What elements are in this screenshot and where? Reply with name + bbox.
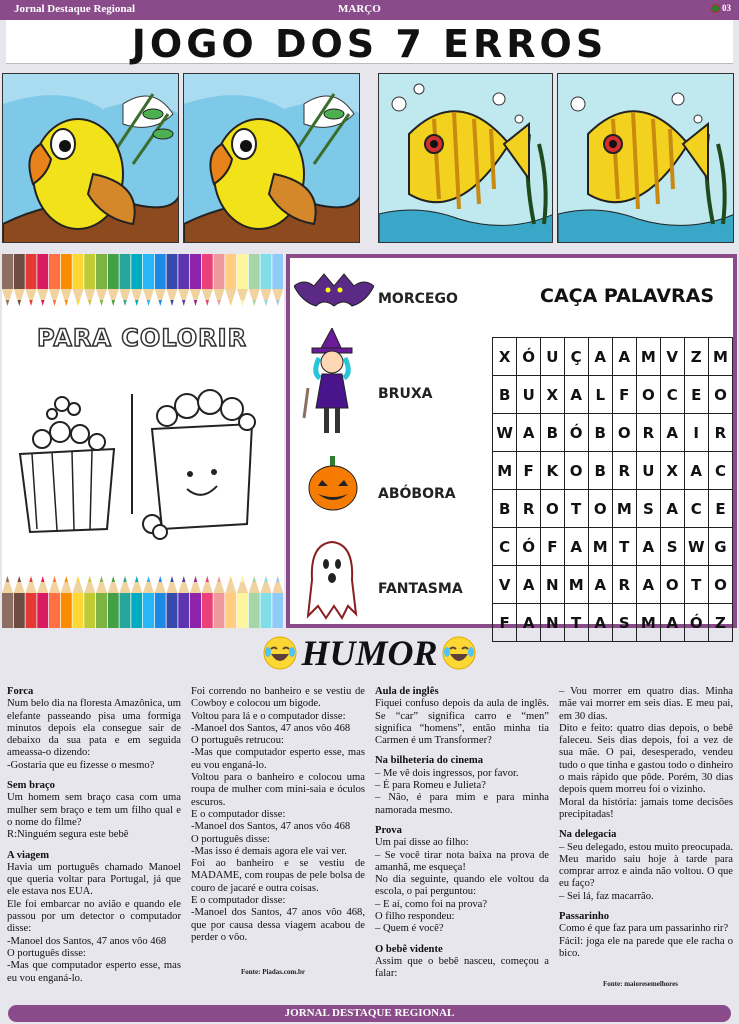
grid-letter: T [564, 604, 588, 642]
grid-letter: R [517, 490, 541, 528]
joke-text: Fiquei confuso depois da aula de inglês. Se “car” significa carro e “men” significa “homens”, então minha tia Carmen é um Transformer? [375, 698, 549, 747]
source-credit: Fonte: maioresemelhores [603, 980, 678, 988]
grid-letter: N [541, 566, 565, 604]
joke-text: No dia seguinte, quando ele voltou da escola, o pai perguntou: [375, 874, 549, 898]
pencil-icon [261, 576, 272, 628]
joke-text: Fácil: joga ele na parede que ele racha o bico. [559, 935, 733, 959]
letter-grid [492, 337, 733, 642]
joke-text: Voltou para lá e o computador disse: [191, 710, 346, 722]
grid-letter: S [612, 604, 636, 642]
page-number: 03 [722, 3, 731, 13]
grid-letter: M [493, 452, 517, 490]
pencil-icon [237, 254, 248, 306]
joke-text: – Quem é você? [375, 923, 444, 935]
laughing-emoji-icon [442, 636, 476, 670]
joke-text: – Se você tirar nota baixa na prova de amanhã, me esqueça! [375, 849, 549, 873]
pencil-icon [167, 576, 178, 628]
grid-letter: Ó [564, 414, 588, 452]
grid-letter: A [636, 528, 660, 566]
flag-icon [711, 4, 720, 13]
grid-letter: V [493, 566, 517, 604]
page-title: JOGO DOS 7 ERROS [131, 22, 608, 66]
word-morcego: MORCEGO [378, 291, 458, 307]
pencil-icon [84, 254, 95, 306]
grid-letter: A [588, 566, 612, 604]
witch-icon [302, 328, 362, 438]
pencil-icon [272, 254, 283, 306]
grid-letter: Ó [517, 338, 541, 376]
grid-row [493, 490, 733, 528]
grid-letter: T [612, 528, 636, 566]
pencil-icon [202, 254, 213, 306]
coloring-panel [2, 254, 284, 628]
pencil-icon [261, 254, 272, 306]
grid-letter: T [564, 490, 588, 528]
ghost-icon [304, 540, 360, 620]
pencil-icon [26, 576, 37, 628]
grid-letter: R [708, 414, 732, 452]
joke-text: – Seu delegado, estou muito preocupada. Meu marido saiu hoje à tarde para comprar arroz e ainda não voltou. O que eu faço? [559, 841, 733, 890]
grid-letter: U [517, 376, 541, 414]
joke-text: O português disse: [191, 833, 270, 845]
pencil-icon [108, 254, 119, 306]
grid-letter: Z [708, 604, 732, 642]
joke-text: Ele foi embarcar no avião e quando ele passou por um detector o computador disse: [7, 898, 181, 935]
month-label: MARÇO [338, 3, 381, 15]
grid-letter: F [517, 452, 541, 490]
grid-letter: N [541, 604, 565, 642]
word-abobora: ABÓBORA [378, 486, 456, 502]
grid-letter: M [636, 604, 660, 642]
joke-text: Assim que o bebê nasceu, começou a falar: [375, 955, 549, 980]
grid-letter: A [517, 414, 541, 452]
joke-text: Moral da história: jamais tome decisões precipitadas! [559, 796, 733, 820]
pencil-icon [131, 254, 142, 306]
pencil-icon [237, 576, 248, 628]
grid-letter: O [708, 376, 732, 414]
newspaper-name: Jornal Destaque Regional [14, 3, 135, 15]
joke-text: Como é que faz para um passarinho rir? [559, 923, 729, 935]
joke-title: Na bilheteria do cinema [375, 755, 483, 767]
pencil-icon [131, 576, 142, 628]
pencil-icon [61, 254, 72, 306]
grid-letter: C [660, 376, 684, 414]
pencil-icon [37, 576, 48, 628]
pencil-icon [96, 254, 107, 306]
grid-letter: Ó [517, 528, 541, 566]
grid-letter: R [612, 566, 636, 604]
pencil-icon [155, 576, 166, 628]
joke-title: Aula de inglês [375, 686, 439, 697]
grid-letter: M [564, 566, 588, 604]
grid-letter: M [612, 490, 636, 528]
pumpkin-icon [308, 456, 358, 512]
joke-text: O filho respondeu: [375, 911, 455, 923]
joke-text: O português disse: [7, 947, 86, 959]
grid-letter: T [684, 566, 708, 604]
grid-letter: A [517, 566, 541, 604]
word-search-title: CAÇA PALAVRAS [540, 285, 715, 307]
humor-column-2 [191, 686, 365, 944]
grid-letter: A [588, 338, 612, 376]
joke-text: – É para Romeu e Julieta? [375, 780, 486, 792]
grid-letter: B [541, 414, 565, 452]
pencil-icon [167, 254, 178, 306]
pencil-icon [49, 254, 60, 306]
joke-text: E o computador disse: [191, 895, 286, 907]
joke-title: O bebê vidente [375, 943, 443, 955]
grid-row [493, 528, 733, 566]
pencil-icon [178, 254, 189, 306]
grid-letter: O [660, 566, 684, 604]
joke-text: -Manoel dos Santos, 47 anos vôo 468 [7, 935, 167, 947]
pencil-icon [73, 254, 84, 306]
pencil-icon [225, 254, 236, 306]
joke-text: -Mas que computador esperto esse, mas eu vou enganá-lo. [191, 747, 365, 771]
joke-text: Voltou para o banheiro e colocou uma roupa de mulher com mini-saia e óculos escuros. [191, 772, 365, 808]
humor-column-1 [7, 686, 181, 985]
pencil-icon [96, 576, 107, 628]
joke-text: – Vou morrer em quatro dias. Minha mãe vai morrer em seis dias. E meu pai, em 30 dias. [559, 686, 733, 722]
grid-letter: A [612, 338, 636, 376]
grid-letter: A [564, 376, 588, 414]
joke-text: -Mas que computador esperto esse, mas eu vou enganá-lo. [7, 960, 181, 984]
grid-letter: Z [684, 338, 708, 376]
grid-letter: W [493, 414, 517, 452]
grid-letter: O [541, 490, 565, 528]
humor-column-3 [375, 686, 549, 981]
grid-letter: A [684, 452, 708, 490]
pencil-icon [14, 576, 25, 628]
grid-letter: I [684, 414, 708, 452]
grid-letter: S [660, 528, 684, 566]
grid-letter: L [588, 376, 612, 414]
grid-letter: A [517, 604, 541, 642]
grid-letter: F [612, 376, 636, 414]
footer-bar: JORNAL DESTAQUE REGIONAL [8, 1005, 731, 1022]
grid-letter: A [660, 490, 684, 528]
pencil-icon [120, 254, 131, 306]
grid-row [493, 452, 733, 490]
grid-letter: O [708, 566, 732, 604]
laughing-emoji-icon [263, 636, 297, 670]
word-bruxa: BRUXA [378, 386, 433, 402]
joke-text: – E aí, como foi na prova? [375, 898, 488, 910]
joke-text: Dito e feito: quatro dias depois, o bebê faleceu. Seis dias depois, foi a vez de sua mãe. O pai, desesperado, vendeu tudo o que tinha e gastou todo o dinheiro o mais rápido que pôde. Porém, 30 dias depois quem morreu foi o vizinho. [559, 722, 733, 796]
pencil-icon [202, 576, 213, 628]
humor-header [0, 632, 739, 678]
grid-letter: B [588, 414, 612, 452]
parrot-image-left [2, 73, 179, 243]
joke-text: Foi correndo no banheiro e se vestiu de Cowboy e colocou um bigode. [191, 686, 365, 710]
grid-letter: X [541, 376, 565, 414]
joke-text: – Sei lá, faz macarrão. [559, 890, 654, 902]
grid-letter: U [541, 338, 565, 376]
joke-title: A viagem [7, 849, 50, 861]
parrot-image-right [183, 73, 360, 243]
grid-letter: C [493, 528, 517, 566]
pencil-icon [272, 576, 283, 628]
joke-text: -Manoel dos Santos, 47 anos vôo 468 [191, 722, 351, 734]
grid-letter: A [660, 414, 684, 452]
pencil-icon [61, 576, 72, 628]
pencil-icon [249, 576, 260, 628]
fish-image-left [378, 73, 553, 243]
joke-text: Foi ao banheiro e se vestiu de MADAME, com roupas de pele bolsa de couro de jacaré e outra coisas. [191, 858, 365, 894]
grid-letter: F [493, 604, 517, 642]
joke-title: Forca [7, 686, 34, 697]
grid-letter: B [588, 452, 612, 490]
grid-row [493, 414, 733, 452]
joke-text: -Mas isso é demais agora ele vai ver. [191, 845, 347, 857]
grid-row [493, 566, 733, 604]
joke-text: Havia um português chamado Manoel que queria voltar para Portugal, já que ele estava nos EUA. [7, 861, 181, 898]
pencil-icon [155, 254, 166, 306]
pencils-top-image [2, 254, 284, 309]
word-search-panel [286, 254, 737, 632]
grid-letter: O [588, 490, 612, 528]
pencil-icon [214, 254, 225, 306]
coloring-title: PARA COLORIR [36, 324, 248, 352]
grid-letter: O [564, 452, 588, 490]
grid-letter: E [708, 490, 732, 528]
pencil-icon [225, 576, 236, 628]
grid-letter: F [541, 528, 565, 566]
pencil-icon [108, 576, 119, 628]
grid-letter: W [684, 528, 708, 566]
humor-title: HUMOR [301, 633, 438, 673]
grid-letter: A [588, 604, 612, 642]
joke-text: – Não, é para mim e para minha namorada mesmo. [375, 792, 549, 816]
joke-title: Passarinho [559, 911, 610, 923]
grid-letter: M [588, 528, 612, 566]
grid-letter: M [708, 338, 732, 376]
grid-letter: O [612, 414, 636, 452]
grid-letter: A [660, 604, 684, 642]
word-fantasma: FANTASMA [378, 581, 463, 597]
joke-title: Na delegacia [559, 829, 617, 841]
grid-letter: B [493, 376, 517, 414]
joke-text: Num belo dia na floresta Amazônica, um elefante passeando pisa uma formiga minutos depois ela consegue sair de debaixo da sua pata e em seguida ameassa-o dizendo: [7, 698, 181, 759]
grid-letter: A [564, 528, 588, 566]
grid-letter: X [493, 338, 517, 376]
pencil-icon [214, 576, 225, 628]
grid-letter: E [684, 376, 708, 414]
grid-letter: S [636, 490, 660, 528]
pencil-icon [2, 576, 13, 628]
pencil-icon [120, 576, 131, 628]
pencil-icon [73, 576, 84, 628]
grid-letter: R [636, 414, 660, 452]
grid-letter: Ç [564, 338, 588, 376]
joke-title: Sem braço [7, 780, 55, 792]
grid-letter: C [684, 490, 708, 528]
pencil-icon [190, 576, 201, 628]
pencil-icon [26, 254, 37, 306]
pencil-icon [178, 576, 189, 628]
joke-title: Prova [375, 824, 402, 836]
joke-text: O português retrucou: [191, 735, 284, 747]
joke-text: – Me vê dois ingressos, por favor. [375, 767, 519, 779]
popcorn-drawing [2, 374, 284, 544]
joke-text: -Gostaria que eu fizesse o mesmo? [7, 759, 155, 771]
pencil-icon [190, 254, 201, 306]
pencil-icon [143, 576, 154, 628]
grid-letter: O [636, 376, 660, 414]
grid-letter: B [493, 490, 517, 528]
humor-column-4 [559, 686, 733, 960]
grid-letter: A [636, 566, 660, 604]
pencil-icon [143, 254, 154, 306]
pencil-icon [249, 254, 260, 306]
joke-text: E o computador disse: [191, 808, 286, 820]
joke-text: R:Ninguém segura este bebê [7, 829, 129, 841]
joke-text: -Manoel dos Santos, 47 anos vôo 468, que por causa dessa viagem acabou de perder o vôo. [191, 907, 365, 943]
header-bar [0, 0, 739, 20]
joke-text: Um homem sem braço casa com uma mulher sem braço e tem um filho qual e o nome do filme? [7, 792, 181, 828]
title-box [6, 20, 733, 64]
pencil-icon [49, 576, 60, 628]
pencil-icon [84, 576, 95, 628]
pencil-icon [37, 254, 48, 306]
joke-text: Um pai disse ao filho: [375, 837, 469, 849]
grid-row [493, 338, 733, 376]
grid-letter: X [660, 452, 684, 490]
grid-row [493, 376, 733, 414]
fish-image-right [557, 73, 734, 243]
grid-letter: R [612, 452, 636, 490]
joke-text: -Manoel dos Santos, 47 anos vôo 468 [191, 821, 351, 833]
pencil-icon [14, 254, 25, 306]
grid-letter: V [660, 338, 684, 376]
grid-letter: Ó [684, 604, 708, 642]
grid-letter: K [541, 452, 565, 490]
bat-icon [294, 272, 374, 316]
grid-letter: M [636, 338, 660, 376]
page-number-group [711, 3, 731, 13]
grid-letter: G [708, 528, 732, 566]
grid-letter: U [636, 452, 660, 490]
pencils-bottom-image [2, 573, 284, 628]
source-credit: Fonte: Piadas.com.br [241, 968, 305, 976]
grid-letter: C [708, 452, 732, 490]
pencil-icon [2, 254, 13, 306]
